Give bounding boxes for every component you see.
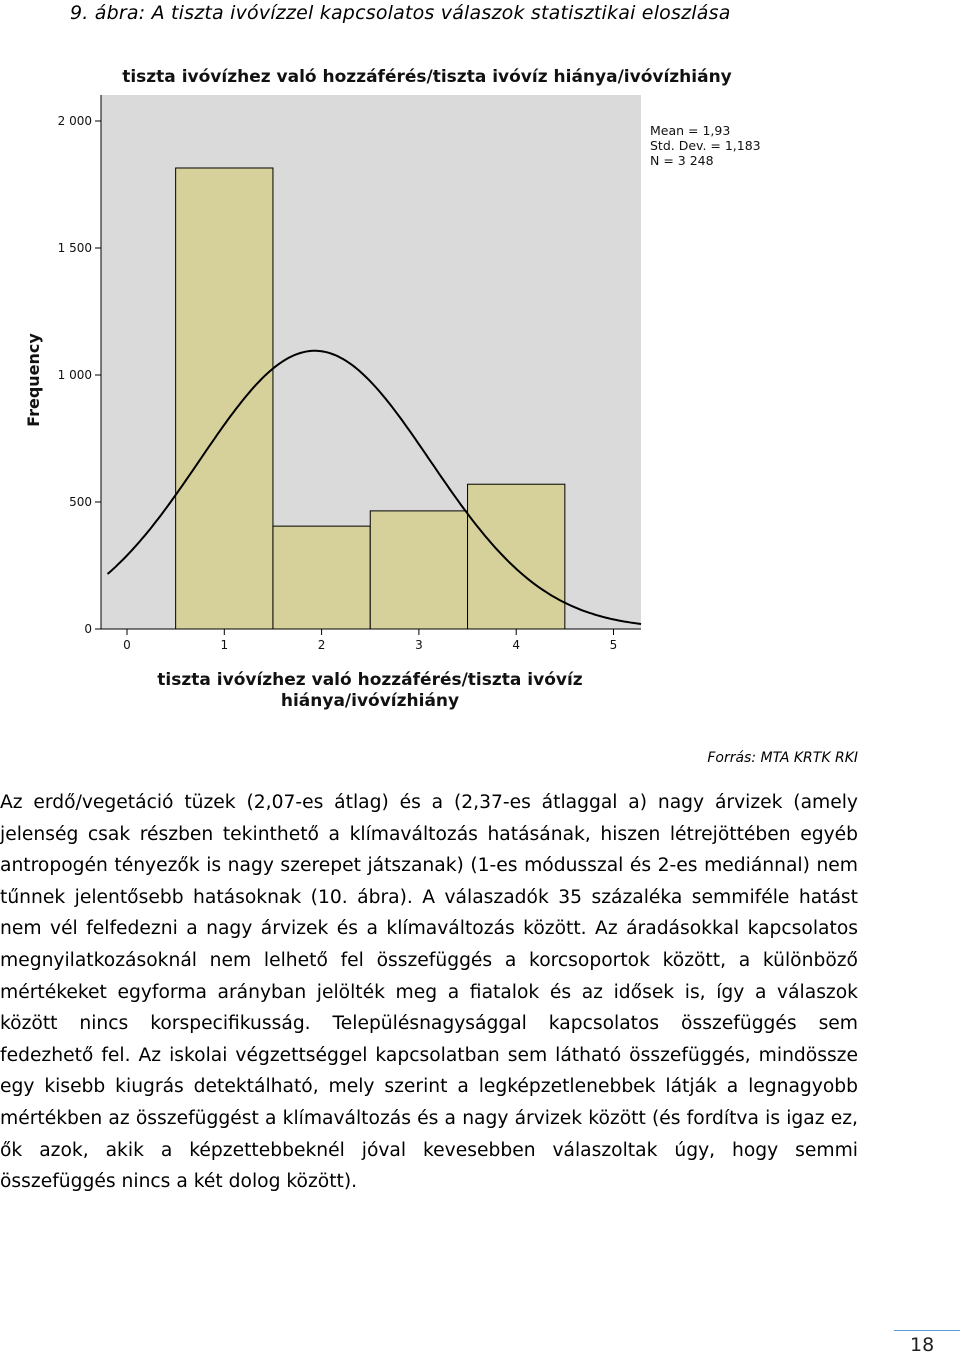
footer-rule xyxy=(894,1330,960,1331)
y-axis xyxy=(58,95,101,636)
y-axis-label: Frequency xyxy=(24,333,43,427)
x-axis-label-line1: tiszta ivóvízhez való hozzáférés/tiszta ivóvíz xyxy=(157,670,583,690)
figure-caption: 9. ábra: A tiszta ivóvízzel kapcsolatos válaszok statisztikai eloszlása xyxy=(70,2,731,24)
chart-title: tiszta ivóvízhez való hozzáférés/tiszta ivóvíz hiánya/ivóvízhiány xyxy=(122,67,732,87)
chart-svg xyxy=(0,50,960,730)
x-tick-label: 1 xyxy=(220,638,229,652)
histogram-bar xyxy=(468,484,565,629)
x-tick-label: 0 xyxy=(123,638,131,652)
source-note: Forrás: MTA KRTK RKI xyxy=(707,750,858,766)
body-paragraph: Az erdő/vegetáció tüzek (2,07-es átlag) és a (2,37-es átlaggal a) nagy árvizek (amely jelenség csak részben tekinthető a klímaváltozás hatásának, hiszen létrejöttében egyéb antropogén tényezők is nagy szerepet játszanak) (1-es módusszal és 2-es mediánnal) nem tűnnek jelentősebb hatásoknak (10. ábra). A válaszadók 35 százaléka semmiféle hatást nem vél felfedezni a nagy árvizek és a klímaváltozás között. Az áradásokkal kapcsolatos megnyilatkozásoknál nem lelhető fel összefüggés a korcsoportok között, a különböző mértékeket egyforma arányban jelölték meg a fiatalok és az idősek is, így a válaszok között nincs korspecifikusság. Településnagysággal kapcsolatos összefüggés sem fedezhető fel. Az iskolai végzettséggel kapcsolatban sem látható összefüggés, mindössze egy kisebb kiugrás detektálható, mely szerint a legképzetlenebbek látják a legnagyobb mértékben az összefüggést a klímaváltozás és a nagy árvizek között (és fordítva is igaz ez, ők azok, akik a képzettebbeknél jóval kevesebben válaszoltak úgy, hogy semmi összefüggés nincs a két dolog között). xyxy=(0,792,858,1193)
histogram-chart xyxy=(0,50,960,730)
x-tick-label: 4 xyxy=(512,638,521,652)
stats-line: Std. Dev. = 1,183 xyxy=(650,138,761,153)
x-tick-label: 2 xyxy=(317,638,326,652)
histogram-bar xyxy=(176,168,273,629)
x-tick-label: 3 xyxy=(415,638,423,652)
y-tick-label: 500 xyxy=(69,495,92,509)
x-tick-label: 5 xyxy=(609,638,618,652)
stats-line: N = 3 248 xyxy=(650,153,714,168)
stats-box xyxy=(650,123,761,168)
y-tick-label: 1 000 xyxy=(57,368,92,382)
page-number: 18 xyxy=(910,1334,935,1356)
y-tick-label: 1 500 xyxy=(57,241,92,255)
histogram-bar xyxy=(370,511,467,629)
stats-line: Mean = 1,93 xyxy=(650,123,731,138)
histogram-bar xyxy=(273,526,370,629)
x-axis-label-line2: hiánya/ivóvízhiány xyxy=(280,691,460,711)
y-tick-label: 2 000 xyxy=(57,114,92,128)
x-axis xyxy=(101,629,641,652)
y-tick-label: 0 xyxy=(84,622,92,636)
